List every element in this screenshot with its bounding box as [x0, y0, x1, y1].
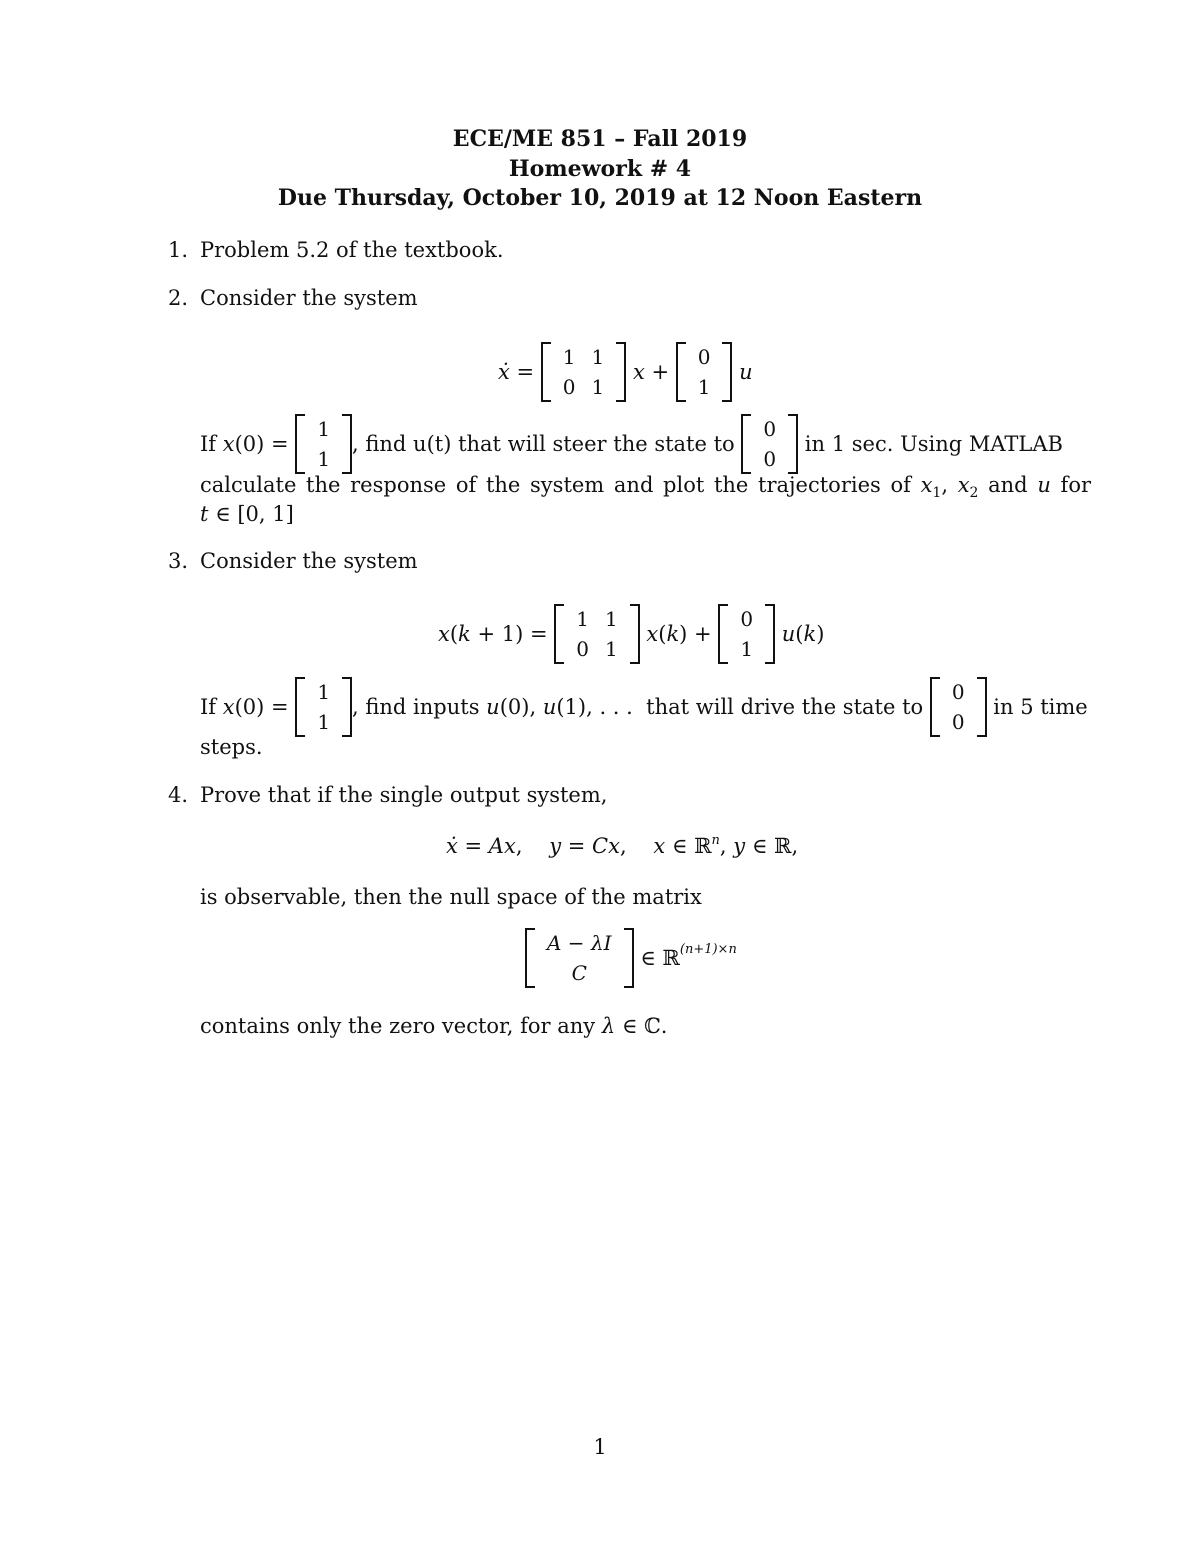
problem-3-intro: Consider the system [200, 549, 418, 573]
problem-2-intro: Consider the system [200, 286, 418, 310]
problem-1-text: Problem 5.2 of the textbook. [200, 238, 504, 262]
problem-2-in-sec: in 1 sec. Using MATLAB [804, 432, 1063, 456]
problem-2-line-2-text: calculate the response of the system and plot the trajectories of [200, 473, 911, 497]
problem-3-steps: steps. [200, 735, 263, 759]
problem-4-system-equation: ẋ = Ax, y = Cx, x ∈ ℝ$^n$, y ∈ ℝ, [446, 833, 799, 858]
problem-2-find: , find u(t) that will steer the state to [352, 432, 735, 456]
title-line-1: ECE/ME 851 – Fall 2019 [452, 126, 748, 152]
problem-2-interval: [0, 1] [237, 502, 294, 526]
problem-4-matrix: A − λI C ∈ ℝ (n+1)×n [525, 928, 737, 988]
problem-2-number: 2. [168, 286, 189, 310]
problem-2-for: for [1060, 473, 1092, 497]
problem-2-initial-condition-line: If x (0) = 1 1 , find u(t) that will steer the state to 0 0 in 1 sec. Using MATLAB [200, 414, 1063, 474]
title-line-3: Due Thursday, October 10, 2019 at 12 Noon Eastern [277, 185, 923, 211]
problem-3-number: 3. [168, 549, 189, 573]
problem-3-initial-condition-line: If x (0) = 1 1 , find inputs u (0), u (1), . . . that will drive the state to 0 0 in 5 time [200, 677, 1088, 737]
problem-2-line-2: calculate the response of the system and plot the trajectories of $x_1$, $x_2$ and u for [200, 473, 1092, 501]
problem-4-intro: Prove that if the single output system, [200, 783, 608, 807]
problem-4-number: 4. [168, 783, 189, 807]
problem-2-and: and [988, 473, 1028, 497]
problem-4-conclusion: contains only the zero vector, for any λ ∈ ℂ. [200, 1014, 668, 1038]
problem-2-line-3: t ∈ [0, 1] [200, 502, 294, 526]
problem-3-in5: in 5 time [993, 695, 1088, 719]
problem-3-that: that will drive the state to [646, 695, 924, 719]
problem-3-find: , find inputs [352, 695, 480, 719]
problem-4-contains: contains only the zero vector, for any [200, 1014, 596, 1038]
title-line-2: Homework # 4 [508, 156, 692, 182]
problem-2-equation: ẋ = 1 1 0 1 x + 0 1 u [498, 342, 753, 402]
problem-3-if: If [200, 695, 217, 719]
problem-2-if: If [200, 432, 217, 456]
problem-3-equation: x ( k + 1) = 1 1 0 1 x ( k ) + 0 1 u ( k ) [438, 604, 824, 664]
problem-4-is-observable: is observable, then the null space of the matrix [200, 885, 702, 909]
page-number: 1 [593, 1435, 607, 1459]
problem-1-number: 1. [168, 238, 189, 262]
